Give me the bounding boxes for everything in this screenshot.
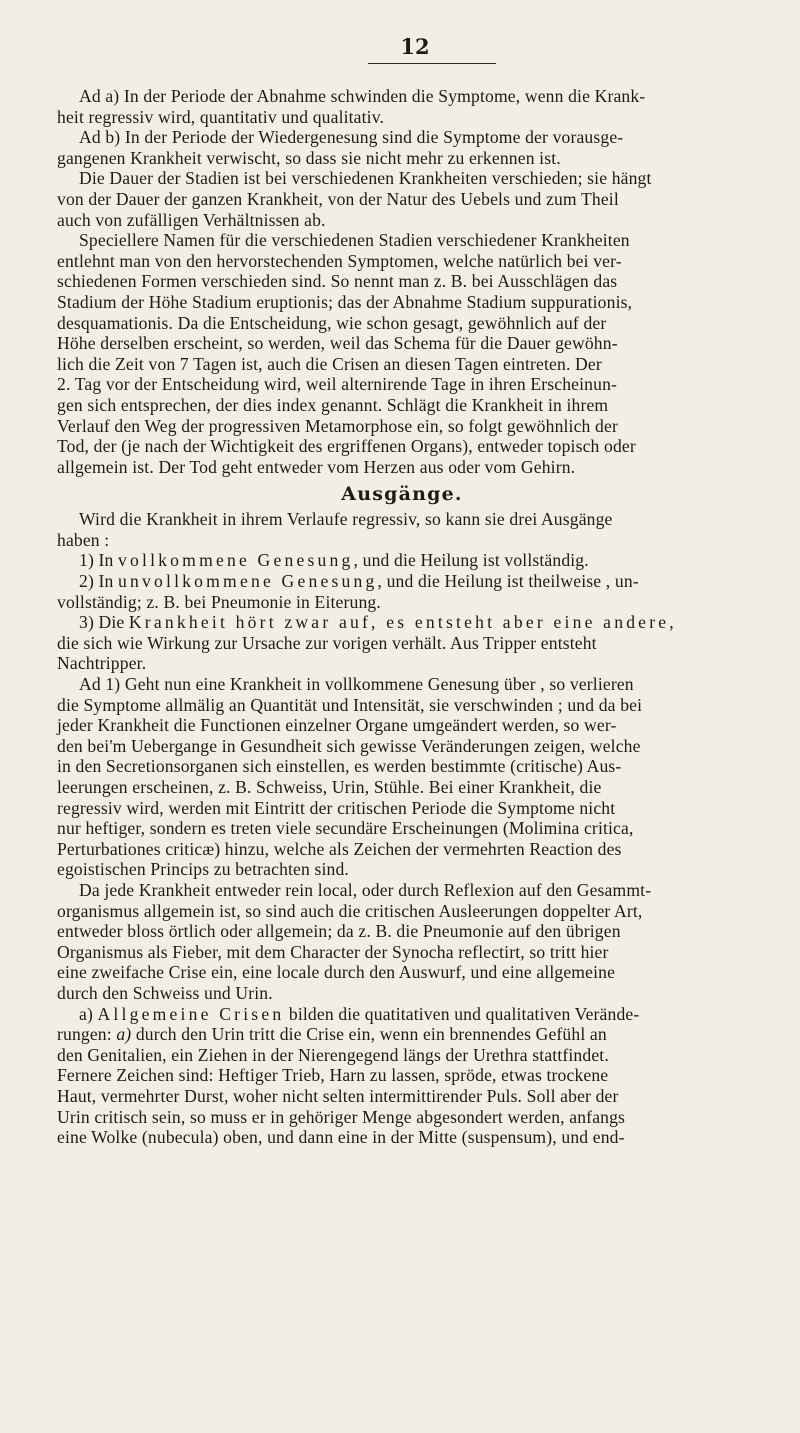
spaced-emphasis: Allgemeine Crisen — [97, 1003, 285, 1024]
spaced-emphasis: Krankheit hört zwar auf, es entsteht aber eine andere, — [128, 612, 677, 633]
text-line: regressiv wird, werden mit Eintritt der critischen Periode die Symptome nicht — [57, 797, 616, 818]
page-number: 12 — [400, 34, 430, 59]
text-line: schiedenen Formen verschieden sind. So nennt man z. B. bei Ausschlägen das — [57, 271, 618, 292]
text-line: vollständig; z. B. bei Pneumonie in Eiterung. — [57, 591, 381, 612]
text-line: desquamationis. Da die Entscheidung, wie schon gesagt, gewöhnlich auf der — [57, 312, 607, 333]
text-line: den bei'm Uebergange in Gesundheit sich gewisse Veränderungen zeigen, welche — [57, 735, 641, 756]
text-line: gangenen Krankheit verwischt, so dass sie nicht mehr zu erkennen ist. — [57, 147, 561, 168]
body-text — [57, 86, 747, 1148]
text-line: entlehnt man von den hervorstechenden Symptomen, welche natürlich bei ver- — [57, 250, 622, 271]
text-line: a) Allgemeine Crisen bilden die quatitativen und qualitativen Verände- — [79, 1003, 640, 1024]
text-line: Höhe derselben erscheint, so werden, weil das Schema für die Dauer gewöhn- — [57, 333, 618, 354]
spaced-emphasis: unvollkommene Genesung — [118, 571, 378, 592]
text-line: Stadium der Höhe Stadium eruptionis; das der Abnahme Stadium suppurationis, — [57, 291, 633, 312]
text-line: Verlauf den Weg der progressiven Metamorphose ein, so folgt gewöhnlich der — [57, 415, 618, 436]
text-line: Wird die Krankheit in ihrem Verlaufe regressiv, so kann sie drei Ausgänge — [79, 509, 613, 530]
list-item: 3) Die Krankheit hört zwar auf, es entsteht aber eine andere, — [79, 612, 677, 633]
text-line: durch den Schweiss und Urin. — [57, 982, 273, 1003]
text-line: egoistischen Princips zu betrachten sind. — [57, 859, 349, 880]
section-heading: Ausgänge. — [341, 483, 463, 506]
text-line: haben : — [57, 529, 110, 550]
text-line: heit regressiv wird, quantitativ und qualitativ. — [57, 106, 385, 127]
text-line: Tod, der (je nach der Wichtigkeit des ergriffenen Organs), entweder topisch oder — [57, 436, 636, 457]
text-line: Fernere Zeichen sind: Heftiger Trieb, Harn zu lassen, spröde, etwas trockene — [57, 1065, 609, 1086]
text-line: lich die Zeit von 7 Tagen ist, auch die Crisen an diesen Tagen eintreten. Der — [57, 353, 602, 374]
text-line: Nachtripper. — [57, 653, 147, 674]
text-line: 2. Tag vor der Entscheidung wird, weil alternirende Tage in ihren Erscheinun- — [57, 374, 618, 395]
text-line: in den Secretionsorganen sich einstellen, es werden bestimmte (critische) Aus- — [57, 756, 622, 777]
text-line: nur heftiger, sondern es treten viele secundäre Erscheinungen (Molimina critica, — [57, 818, 634, 839]
list-item: 2) In unvollkommene Genesung, und die Heilung ist theilweise , un- — [79, 571, 639, 592]
list-item: 1) In vollkommene Genesung, und die Heilung ist vollständig. — [79, 550, 589, 571]
text-line: auch von zufälligen Verhältnissen ab. — [57, 209, 326, 230]
text-line: Urin critisch sein, so muss er in gehöriger Menge abgesondert werden, anfangs — [57, 1106, 626, 1127]
text-line: Haut, vermehrter Durst, woher nicht selten intermittirender Puls. Soll aber der — [57, 1085, 619, 1106]
text-line: Ad a) In der Periode der Abnahme schwinden die Symptome, wenn die Krank- — [79, 86, 646, 106]
text-line: jeder Krankheit die Functionen einzelner Organe umgeändert werden, so wer- — [57, 715, 617, 736]
text-line: rungen: a) durch den Urin tritt die Crise ein, wenn ein brennendes Gefühl an — [57, 1024, 607, 1045]
book-page — [57, 34, 747, 1148]
text-line: die sich wie Wirkung zur Ursache zur vorigen verhält. Aus Tripper entsteht — [57, 632, 597, 653]
text-line: Da jede Krankheit entweder rein local, oder durch Reflexion auf den Gesammt- — [79, 879, 652, 900]
text-line: den Genitalien, ein Ziehen in der Nierengegend längs der Urethra stattfindet. — [57, 1044, 609, 1065]
text-line: Perturbationes criticæ) hinzu, welche als Zeichen der vermehrten Reaction des — [57, 838, 622, 859]
text-line: leerungen erscheinen, z. B. Schweiss, Urin, Stühle. Bei einer Krankheit, die — [57, 777, 602, 797]
text-line: die Symptome allmälig an Quantität und Intensität, sie verschwinden ; und da bei — [57, 694, 643, 715]
text-line: Ad b) In der Periode der Wiedergenesung sind die Symptome der vorausge- — [79, 127, 624, 148]
text-line: allgemein ist. Der Tod geht entweder vom Herzen aus oder vom Gehirn. — [57, 456, 576, 477]
text-line: Die Dauer der Stadien ist bei verschiedenen Krankheiten verschieden; sie hängt — [79, 168, 652, 189]
spaced-emphasis: vollkommene Genesung — [118, 550, 354, 571]
text-line: organismus allgemein ist, so sind auch die critischen Ausleerungen doppelter Art, — [57, 900, 643, 921]
text-line: entweder bloss örtlich oder allgemein; da z. B. die Pneumonie auf den übrigen — [57, 921, 621, 942]
text-line: eine zweifache Crise ein, eine locale durch den Auswurf, und eine allgemeine — [57, 962, 616, 983]
text-line: gen sich entsprechen, der dies index genannt. Schlägt die Krankheit in ihrem — [57, 394, 609, 415]
text-line: eine Wolke (nubecula) oben, und dann eine in der Mitte (suspensum), und end- — [57, 1127, 625, 1148]
text-line: Ad 1) Geht nun eine Krankheit in vollkommene Genesung über , so verlieren — [79, 674, 634, 695]
text-line: Organismus als Fieber, mit dem Character der Synocha reflectirt, so tritt hier — [57, 941, 609, 962]
text-line: Speciellere Namen für die verschiedenen Stadien verschiedener Krankheiten — [79, 230, 630, 251]
header-rule — [368, 63, 496, 64]
text-line: von der Dauer der ganzen Krankheit, von der Natur des Uebels und zum Theil — [57, 188, 619, 209]
